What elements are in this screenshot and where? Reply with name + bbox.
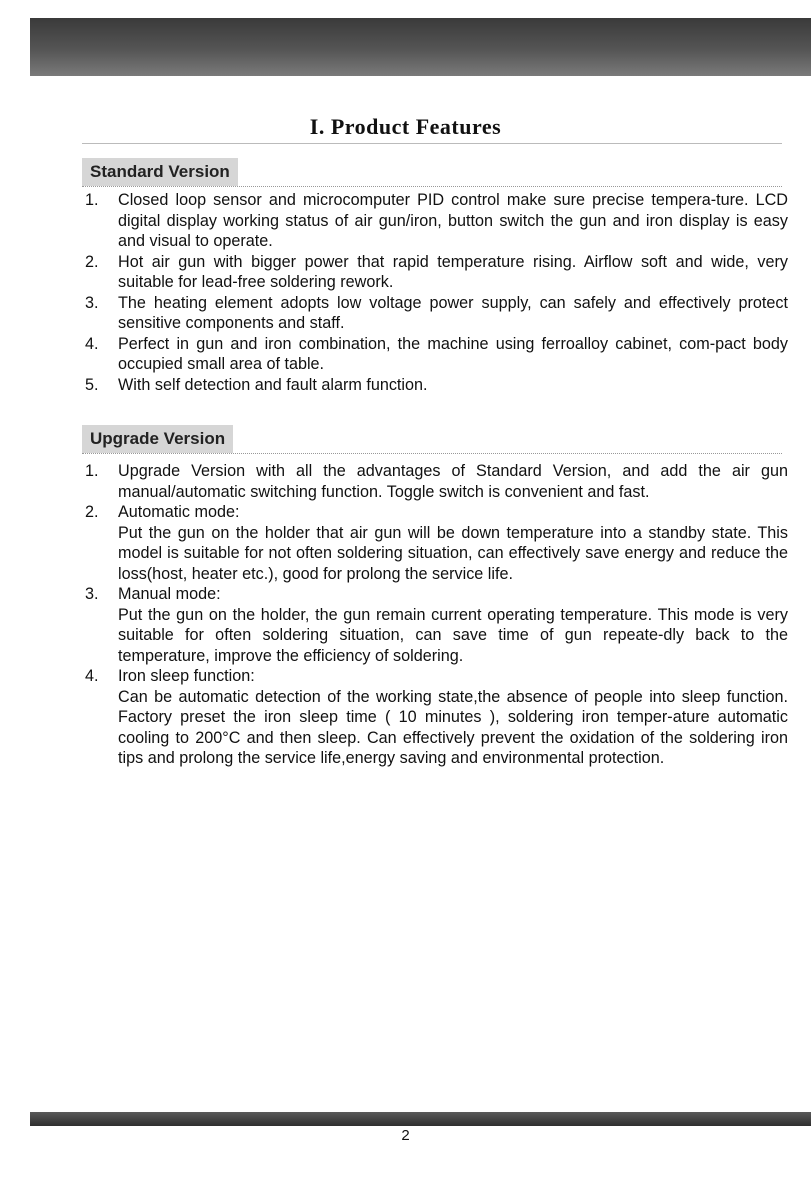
item-text: Perfect in gun and iron combination, the machine using ferroalloy cabinet, com-pact body occupied small area of table. (118, 334, 788, 373)
list-item (82, 190, 788, 252)
list-item (82, 293, 788, 334)
page-number: 2 (401, 1127, 410, 1144)
list-item (82, 252, 788, 293)
list-item (82, 334, 788, 375)
item-number: 1. (85, 191, 99, 209)
list-item (82, 461, 788, 502)
bottom-bar (30, 1112, 811, 1126)
item-title: Automatic mode: (118, 503, 240, 521)
list-item (82, 375, 788, 396)
item-text: Upgrade Version with all the advantages of Standard Version, and add the air gun manual/automatic switching function. Toggle switch is convenient and fast. (118, 462, 788, 501)
item-title: Iron sleep function: (118, 667, 255, 685)
item-number: 2. (85, 503, 99, 521)
item-text: Put the gun on the holder that air gun will be down temperature into a standby state. This model is suitable for not often soldering situation, can effectively save energy and reduce the loss(host, heater etc.), good for prolong the service life. (118, 523, 788, 583)
standard-feature-list (82, 190, 788, 395)
title-rule (82, 143, 782, 144)
item-number: 3. (85, 293, 99, 312)
item-text: Closed loop sensor and microcomputer PID control make sure precise tempera-ture. LCD digital display working status of air gun/iron, button switch the gun and iron display is easy and visual to operate. (118, 191, 788, 250)
upgrade-section-header (82, 425, 782, 454)
standard-section-header (82, 158, 782, 187)
standard-section-heading: Standard Version (82, 158, 238, 186)
item-text: Put the gun on the holder, the gun remain current operating temperature. This mode is very suitable for often soldering situation, can save time of gun repeate-dly back to the temperature, improve the efficiency of soldering. (118, 605, 788, 665)
item-number: 5. (85, 375, 99, 394)
top-banner (30, 18, 811, 76)
item-number: 2. (85, 252, 99, 271)
item-text: The heating element adopts low voltage power supply, can safely and effectively protect sensitive components and staff. (118, 293, 788, 332)
item-number: 4. (85, 667, 99, 685)
list-item (82, 584, 788, 666)
item-text: With self detection and fault alarm function. (118, 375, 428, 394)
list-item (82, 666, 788, 769)
upgrade-section-heading: Upgrade Version (82, 425, 233, 453)
item-number: 1. (85, 462, 99, 480)
list-item (82, 502, 788, 584)
item-number: 4. (85, 334, 99, 353)
item-title: Manual mode: (118, 585, 221, 603)
item-number: 3. (85, 585, 99, 603)
item-text: Can be automatic detection of the working state,the absence of people into sleep function. Factory preset the iron sleep time ( 10 minutes ), soldering iron temper-ature automatic cooling to 200°C and then sleep. Can effectively prevent the oxidation of the soldering iron tips and prolong the service life,energy saving and environmental protection. (118, 687, 788, 767)
upgrade-feature-list (82, 461, 788, 769)
item-text: Hot air gun with bigger power that rapid temperature rising. Airflow soft and wide, very suitable for lead-free soldering rework. (118, 252, 788, 291)
page-title: I. Product Features (309, 114, 502, 139)
